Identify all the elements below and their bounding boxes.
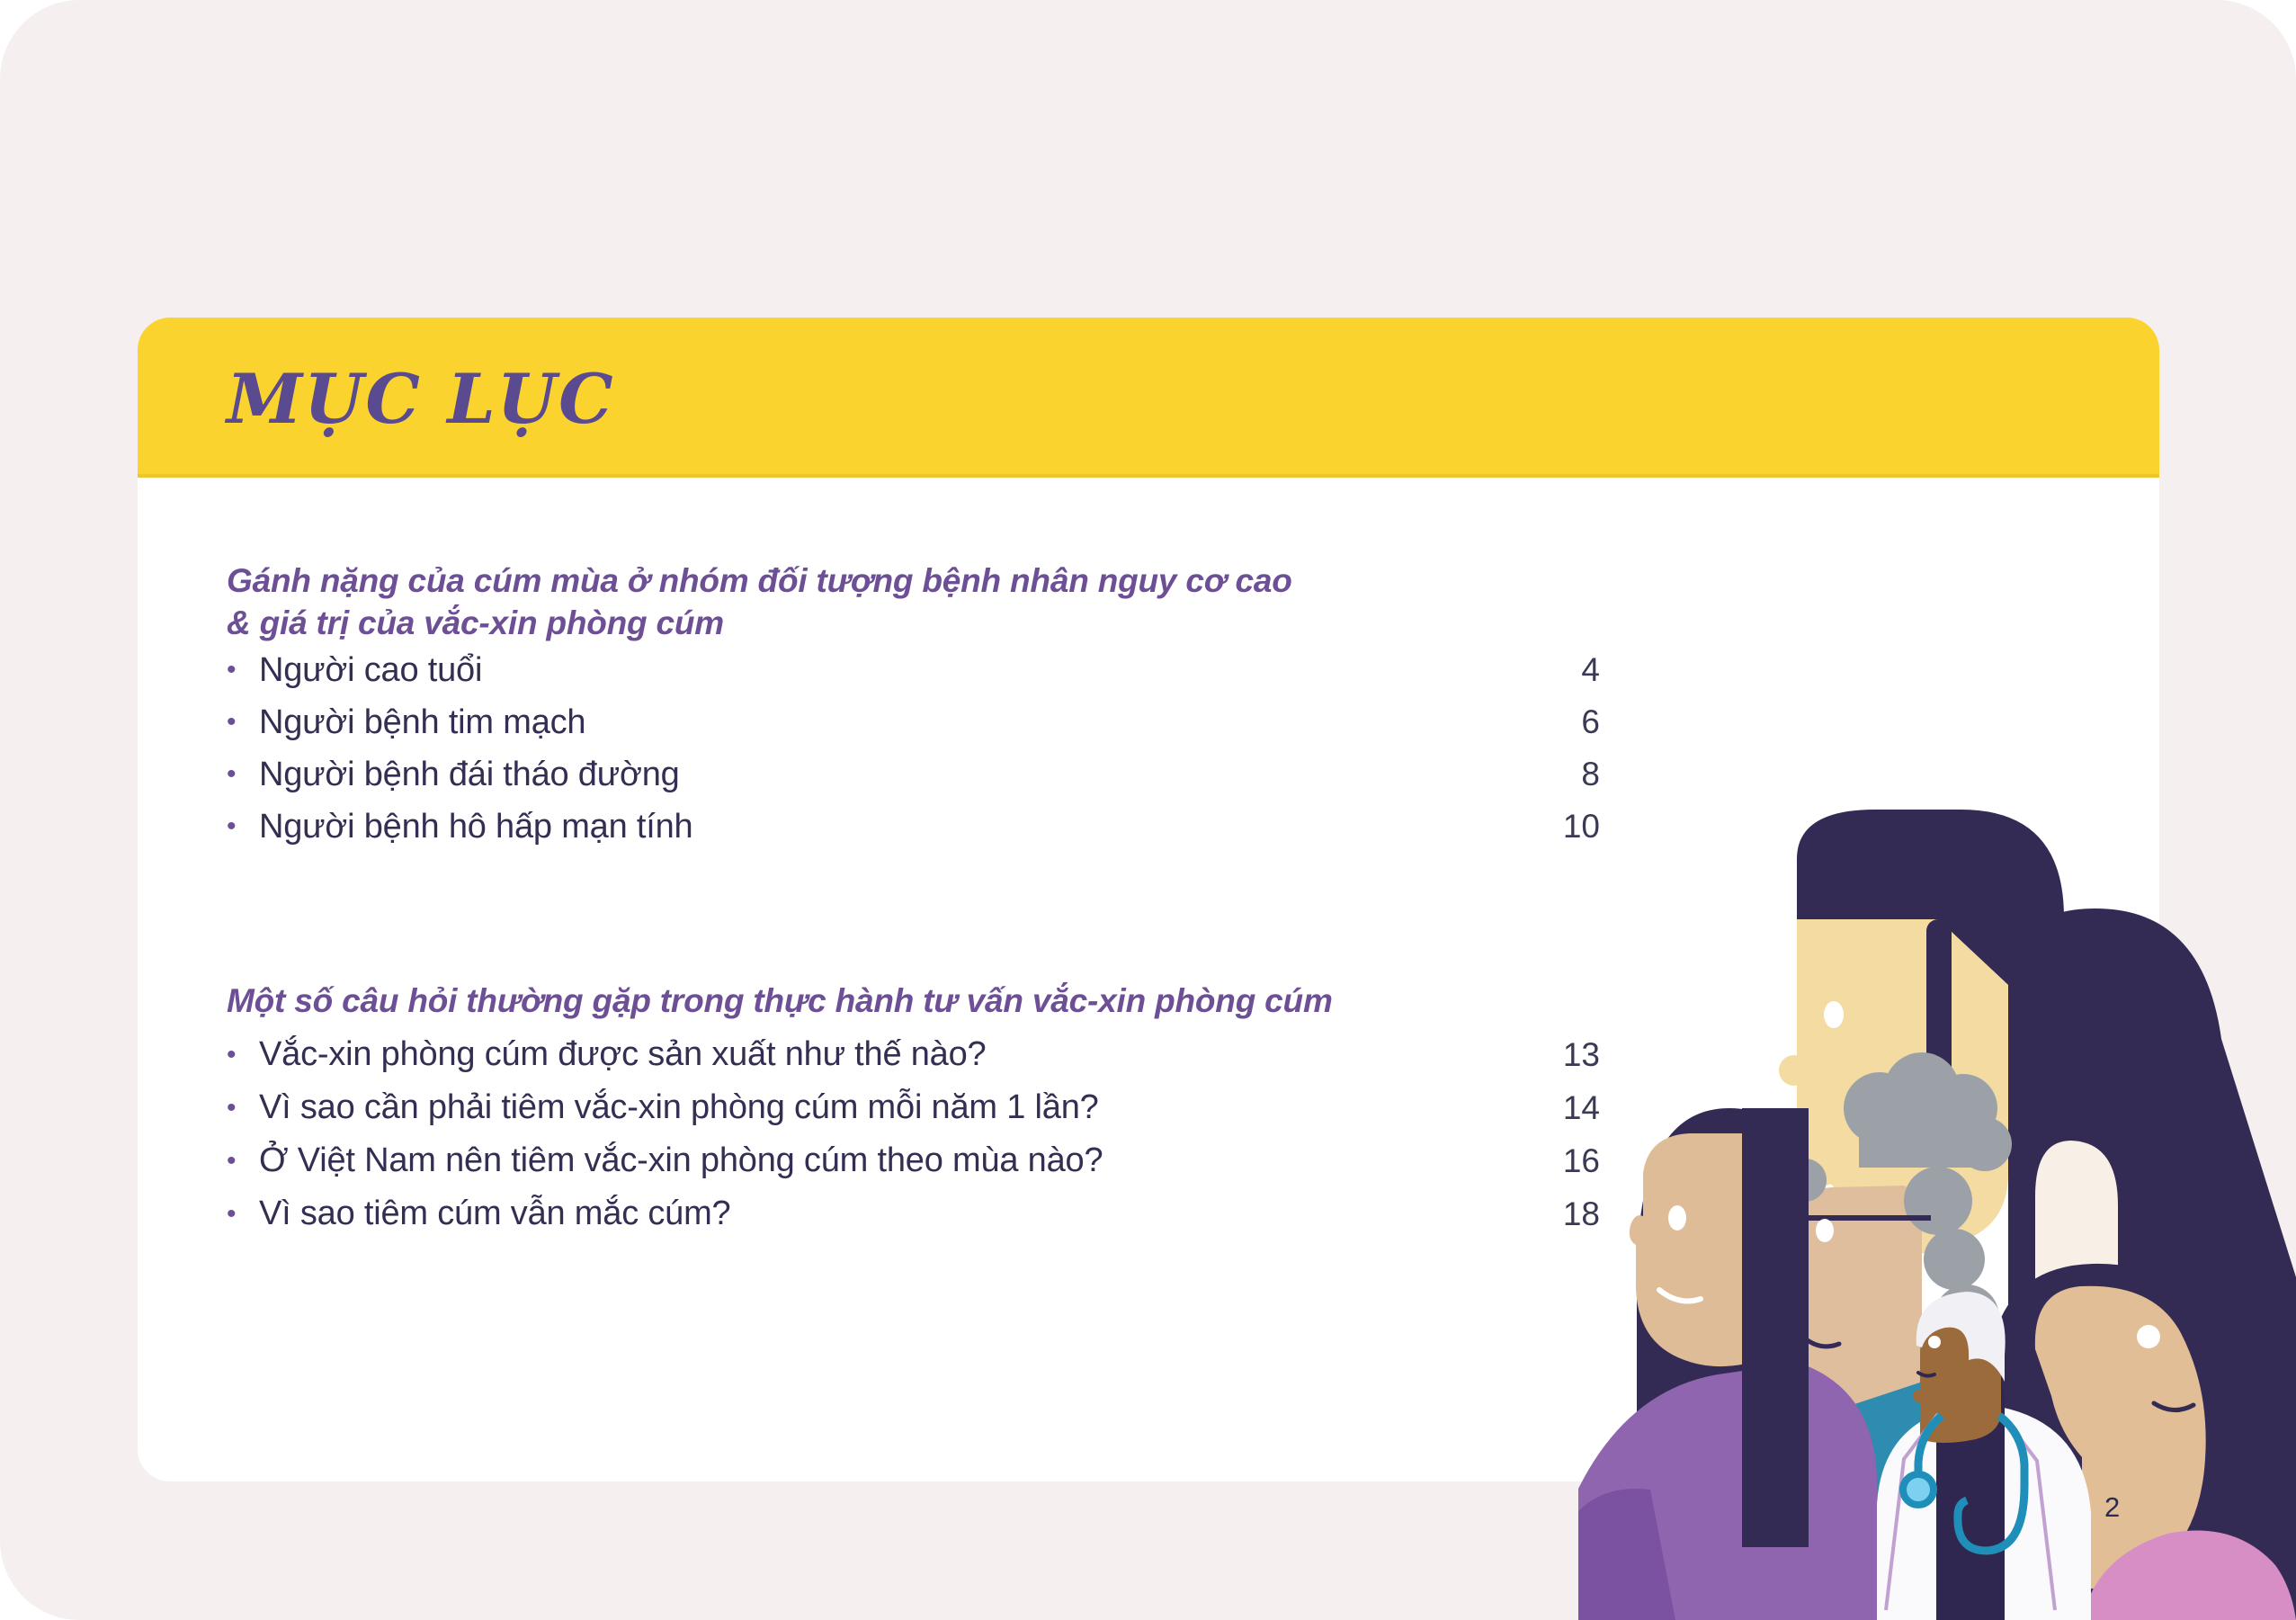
section-1-heading (227, 559, 1600, 644)
toc-entry[interactable] (227, 1187, 1600, 1240)
toc-entry[interactable] (227, 1081, 1600, 1134)
toc-entry-page: 6 (1581, 703, 1600, 740)
section-1-list (227, 644, 1600, 853)
bullet-icon: • (227, 707, 237, 737)
toc-entry[interactable] (227, 801, 1600, 853)
toc-entry[interactable] (227, 644, 1600, 696)
section-2-heading-line-1: Một số câu hỏi thường gặp trong thực hành tư vấn vắc-xin phòng cúm (227, 982, 1333, 1019)
toc-entry-label: Vắc-xin phòng cúm được sản xuất như thế nào? (259, 1035, 987, 1073)
section-1-heading-line-2: & giá trị của vắc-xin phòng cúm (227, 604, 725, 641)
toc-entry-label: Người cao tuổi (259, 650, 483, 689)
toc-entry[interactable] (227, 696, 1600, 748)
toc-entry-page: 4 (1581, 651, 1600, 688)
people-illustration (1578, 774, 2296, 1620)
toc-entry-label: Vì sao tiêm cúm vẫn mắc cúm? (259, 1195, 731, 1232)
toc-entry-page: 18 (1562, 1195, 1600, 1232)
toc-entry-label: Người bệnh tim mạch (259, 703, 586, 741)
toc-entry[interactable] (227, 1134, 1600, 1187)
bullet-icon: • (227, 1145, 237, 1176)
toc-entry-page: 16 (1562, 1141, 1600, 1179)
section-1-heading-line-1: Gánh nặng của cúm mùa ở nhóm đối tượng bệnh nhân nguy cơ cao (227, 562, 1292, 599)
toc-entry[interactable] (227, 748, 1600, 801)
bullet-icon: • (227, 811, 237, 841)
toc-entry-page: 13 (1562, 1035, 1600, 1073)
bullet-icon: • (227, 1198, 237, 1229)
toc-entry[interactable] (227, 1028, 1600, 1081)
toc-entry-label: Vì sao cần phải tiêm vắc-xin phòng cúm mỗi năm 1 lần? (259, 1088, 1099, 1126)
toc-entry-label: Người bệnh hô hấp mạn tính (259, 807, 693, 846)
toc-header-bar (138, 318, 2159, 478)
page-number: 2 (2104, 1491, 2121, 1523)
bullet-icon: • (227, 655, 237, 685)
toc-entry-label: Người bệnh đái tháo đường (259, 755, 680, 793)
section-2-heading (227, 980, 1600, 1022)
toc-entry-page: 8 (1581, 756, 1600, 792)
section-2-list (227, 1028, 1600, 1240)
page-title: MỤC LỤC (227, 359, 615, 439)
bullet-icon: • (227, 1092, 237, 1123)
bullet-icon: • (227, 1039, 237, 1070)
toc-entry-page: 14 (1562, 1088, 1600, 1126)
toc-entry-page: 10 (1562, 808, 1600, 845)
bullet-icon: • (227, 759, 237, 789)
toc-entry-label: Ở Việt Nam nên tiêm vắc-xin phòng cúm theo mùa nào? (259, 1141, 1103, 1179)
